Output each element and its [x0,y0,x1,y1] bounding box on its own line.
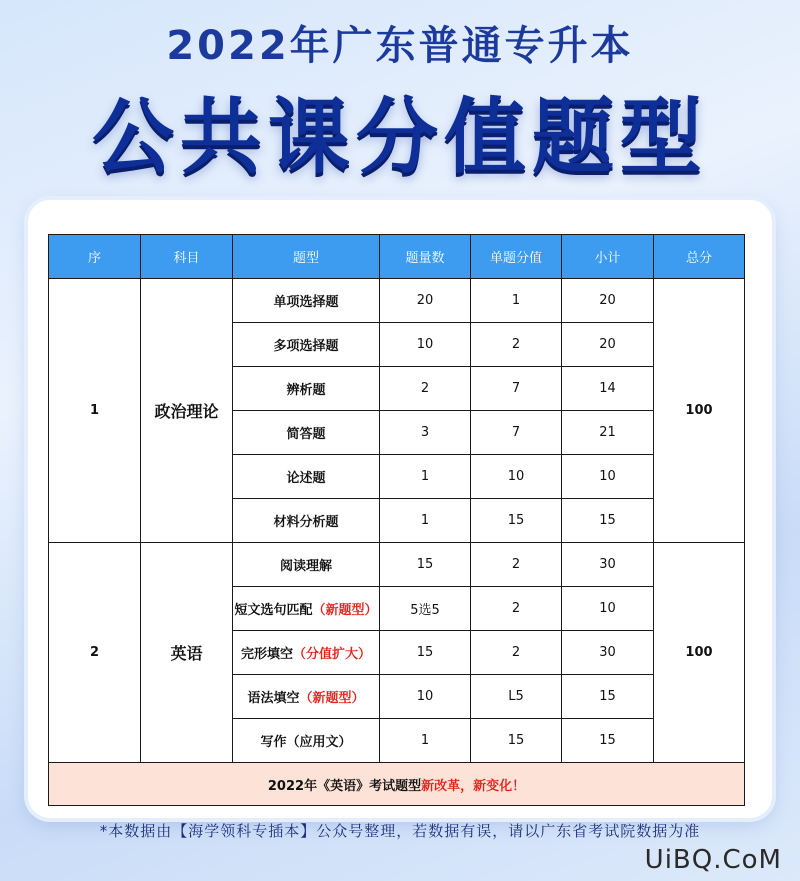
column-header: 序 [49,235,141,279]
table-footer-row [49,763,745,806]
question-type: 论述题 [233,455,380,499]
subtotal: 10 [562,455,654,499]
question-type: 写作（应用文） [233,719,380,763]
subject-cell: 政治理论 [141,279,233,543]
subtotal: 15 [562,719,654,763]
table-row [49,279,745,323]
per-score: 2 [471,631,562,675]
per-score: 15 [471,499,562,543]
per-score: 2 [471,543,562,587]
question-type: 多项选择题 [233,323,380,367]
question-type: 语法填空（新题型） [233,675,380,719]
question-type: 完形填空（分值扩大） [233,631,380,675]
column-header: 单题分值 [471,235,562,279]
subtitle: 2022年广东普通专升本 [166,23,634,69]
column-header: 科目 [141,235,233,279]
subtotal: 20 [562,323,654,367]
footer-highlight: 新改革，新变化！ [421,778,526,794]
per-score: 2 [471,323,562,367]
question-count: 15 [380,543,471,587]
subtotal: 15 [562,499,654,543]
new-type-tag: （新题型） [299,691,365,706]
subtotal: 10 [562,587,654,631]
question-count: 2 [380,367,471,411]
table-row [49,543,745,587]
question-type: 单项选择题 [233,279,380,323]
total-score: 100 [654,543,745,763]
score-table [48,234,745,806]
subtotal: 14 [562,367,654,411]
column-header: 小计 [562,235,654,279]
group-index: 1 [49,279,141,543]
question-type: 材料分析题 [233,499,380,543]
table-header-row [49,235,745,279]
watermark: UiBQ.CoM [644,845,782,875]
subtotal: 21 [562,411,654,455]
question-count: 15 [380,631,471,675]
subtotal: 15 [562,675,654,719]
page-title: 公共课分值题型 [91,90,708,185]
column-header: 题型 [233,235,380,279]
column-header: 题量数 [380,235,471,279]
subject-cell: 英语 [141,543,233,763]
question-count: 3 [380,411,471,455]
score-expanded-tag: （分值扩大） [293,647,372,662]
per-score: 10 [471,455,562,499]
question-type: 短文选句匹配（新题型） [233,587,380,631]
question-count: 10 [380,323,471,367]
total-score: 100 [654,279,745,543]
per-score: 15 [471,719,562,763]
per-score: 7 [471,411,562,455]
subtotal: 30 [562,631,654,675]
per-score: 2 [471,587,562,631]
question-type: 阅读理解 [233,543,380,587]
per-score: 7 [471,367,562,411]
question-type: 简答题 [233,411,380,455]
question-count: 10 [380,675,471,719]
new-type-tag: （新题型） [312,603,378,618]
source-note: *本数据由【海学领科专插本】公众号整理，若数据有误，请以广东省考试院数据为准 [99,822,701,840]
subtotal: 20 [562,279,654,323]
per-score: 1 [471,279,562,323]
per-score: L5 [471,675,562,719]
question-count: 20 [380,279,471,323]
question-count: 1 [380,455,471,499]
question-count: 1 [380,499,471,543]
question-count: 5选5 [380,587,471,631]
subtotal: 30 [562,543,654,587]
footer-cell: 2022年《英语》考试题型新改革，新变化！ [49,763,745,806]
column-header: 总分 [654,235,745,279]
group-index: 2 [49,543,141,763]
question-type: 辨析题 [233,367,380,411]
question-count: 1 [380,719,471,763]
